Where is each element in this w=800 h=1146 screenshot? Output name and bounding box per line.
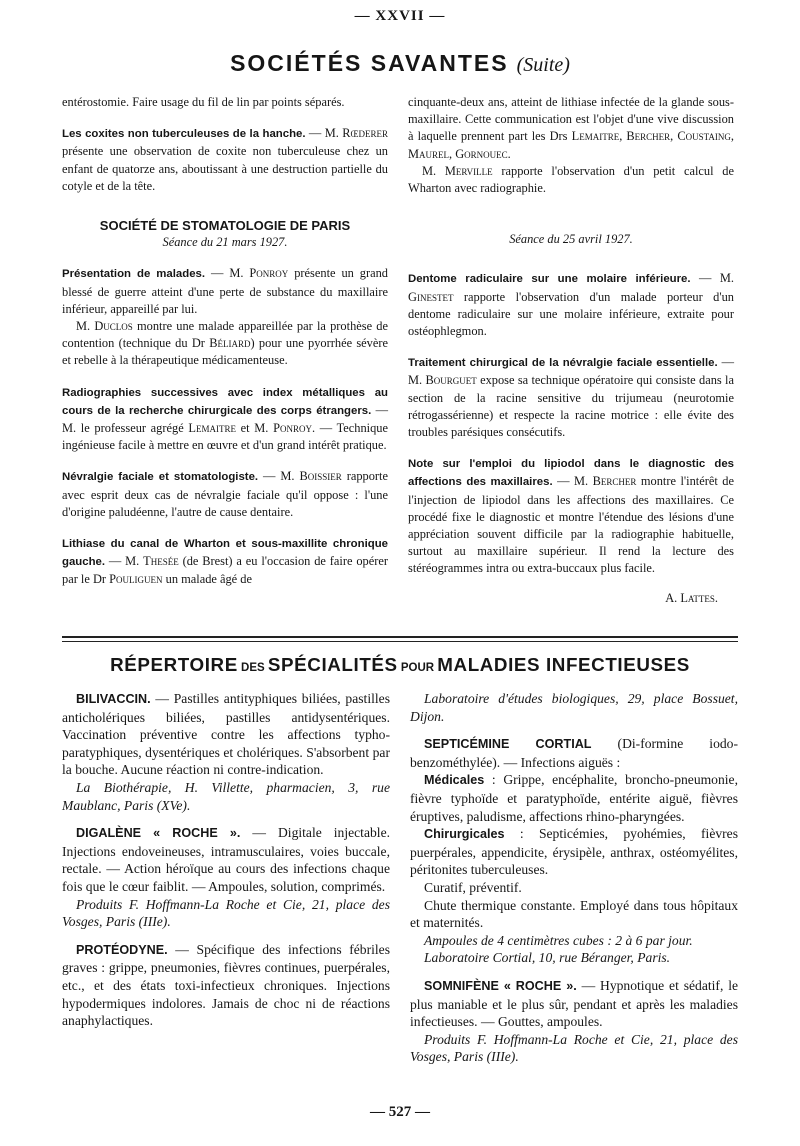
author-name: Lemaitre (188, 421, 236, 436)
author-name: Ginestet (408, 289, 454, 304)
proteodyne-entry: PROTÉODYNE. — Spécifique des infections fébriles graves : grippe, pneumonies, fièvres continues, puerpérales, etc., et des états toxi-infectieux chroniques. Injections hypodermiques indolores. Jamais de choc ni de réactions anaphylactiques. (62, 941, 390, 1029)
seance-date: Séance du 25 avril 1927. (509, 232, 633, 247)
author-name: Merville (444, 163, 493, 178)
product-name: SEPTICÉMINE CORTIAL (424, 737, 592, 752)
medicales-paragraph: Médicales : Grippe, encéphalite, broncho-pneumonie, fièvre typhoïde et paratyphoïde, entérite aiguë, fièvres éruptives, paludisme, affections rhino-pharyngées. (410, 772, 738, 824)
coxites-paragraph: Les coxites non tuberculeuses de la hanche. — M. Rœderer présente une observation de coxite non tuberculeuse chez un enfant de quatorze ans, aboutissant à une destruction partielle du cotyle et de la tête. (62, 126, 388, 193)
indication-label: Chirurgicales (424, 827, 505, 842)
chute-paragraph: Chute thermique constante. Employé dans tous hôpitaux et maternités. (410, 897, 738, 931)
section-title-suite: (Suite) (516, 54, 570, 76)
indication-label: Médicales (424, 773, 485, 788)
septicemine-entry: SEPTICÉMINE CORTIAL (Di-formine iodo-benzométhylée). — Infections aiguës : (410, 736, 738, 770)
lithiase-heading: Lithiase du canal de Wharton et sous-maxillite chronique gauche. (62, 538, 388, 569)
product-name: DIGALÈNE « ROCHE ». (76, 826, 241, 841)
somnifene-entry: SOMNIFÈNE « ROCHE ». — Hypnotique et sédatif, le plus maniable et le plus sûr, pendant et après les maladies infectieuses. — Gouttes, ampoules. (410, 977, 738, 1030)
product-name: SOMNIFÈNE « ROCHE ». (424, 978, 577, 993)
author-name: Bourguet (425, 373, 477, 388)
digalene-laboratory: Produits F. Hoffmann-La Roche et Cie, 21, place des Vosges, Paris (IIIe). (62, 896, 390, 930)
presentation-paragraph: Présentation de malades. — M. Ponroy présente un grand blessé de guerre atteint d'une perte de substance du maxillaire inférieur, appareillé par lui. (62, 266, 388, 316)
lithiase-paragraph: Lithiase du canal de Wharton et sous-maxillite chronique gauche. — M. Thesée (de Brest) a eu l'occasion de faire opérer par le Dr Pouliguen un malade âgé de (62, 538, 388, 587)
lipiodol-heading: Note sur l'emploi du lipiodol dans le diagnostic des affections des maxillaires. (408, 458, 734, 489)
product-name: BILIVACCIN. (76, 692, 151, 706)
repertoire-right-column (410, 690, 738, 1066)
author-names: Lemaitre, Bercher, Coustaing, Maurel, Gornouec (408, 129, 734, 161)
seance-date: Séance du 21 mars 1927. (162, 235, 288, 250)
lipiodol-paragraph: Note sur l'emploi du lipiodol dans le diagnostic des affections des maxillaires. — M. Bercher montre l'intérêt de l'injection de lipiodol dans les affections des maxillaires. Ce procédé fixe le diagnostic et montre l'étendue des lésions d'une appréciation souvent difficile par la radiographie habituelle, surtout au maxillaire supérieur. Il rend la lecture des stéréogrammes intra ou extra-buccaux plus facile. (408, 458, 734, 576)
nevralgie-paragraph: Névralgie faciale et stomatologiste. — M. Boissier rapporte avec esprit deux cas de névralgie faciale qu'il oppose : l'une d'origine paludéenne, l'autre de cause dentaire. (62, 469, 388, 519)
bilivaccin-entry: BILIVACCIN. — Pastilles antityphiques biliées, pastilles anticholériques biliées, pastilles antidysentériques. Vaccination préventive contre les affections typho-paratyphiques, dysentériques et cholériques. S'absorbent par la bouche. Aucune réaction ni contre-indication. (62, 691, 390, 778)
left-intro-paragraph: entérostomie. Faire usage du fil de lin par points séparés. (62, 95, 345, 109)
nevralgie-heading: Névralgie faciale et stomatologiste. (62, 471, 259, 484)
divider-rule (62, 636, 738, 638)
traitement-heading: Traitement chirurgical de la névralgie faciale essentielle. (408, 357, 718, 370)
author-name: Rœderer (342, 126, 388, 141)
digalene-entry: DIGALÈNE « ROCHE ». — Digitale injectable. Injections endoveineuses, intramusculaires, voies buccale, rectale. — Action héroïque au cours des infections chaque fois que le cœur faiblit. — Ampoules, solution, comprimés. (62, 825, 390, 894)
author-name: Ponroy (249, 266, 289, 281)
merville-paragraph: M. Merville rapporte l'observation d'un petit calcul de Wharton avec radiographie. (408, 163, 734, 196)
author-name: Ponroy (273, 421, 312, 436)
author-signature: A. Lattes. (665, 590, 718, 605)
chirurgicales-paragraph: Chirurgicales : Septicémies, pyohémies, fièvres puerpérales, appendicite, érysipèle, anthrax, ostéomyélites, péritonites tuberculeuses. (410, 826, 738, 878)
proteodyne-laboratory: Laboratoire d'études biologiques, 29, place Bossuet, Dijon. (410, 691, 738, 724)
author-name: Thesée (143, 554, 179, 569)
repertoire-left-column (62, 690, 390, 1030)
page-number: — 527 — (370, 1104, 430, 1120)
radiographies-paragraph: Radiographies successives avec index métalliques au cours de la recherche chirurgicale des corps étrangers. — M. le professeur agrégé Lemaitre et M. Ponroy. — Technique ingénieuse facile à mettre en œuvre et d'un grand intérêt pratique. (62, 386, 389, 453)
author-name: Pouliguen (109, 572, 163, 587)
section-title (0, 50, 800, 77)
dentome-heading: Dentome radiculaire sur une molaire inférieure. (408, 273, 691, 286)
author-name: Béliard (209, 336, 251, 351)
repertoire-title: RÉPERTOIRE DES SPÉCIALITÉS POUR MALADIES INFECTIEUSES (110, 654, 690, 675)
author-name: Duclos (94, 319, 133, 334)
presentation-heading: Présentation de malades. (62, 268, 206, 281)
radiographies-heading: Radiographies successives avec index métalliques au cours de la recherche chirurgicale des corps étrangers. (62, 386, 388, 417)
bilivaccin-laboratory: La Biothérapie, H. Villette, pharmacien, 3, rue Maublanc, Paris (XVe). (62, 779, 390, 813)
product-name: PROTÉODYNE. (76, 942, 168, 957)
traitement-paragraph: Traitement chirurgical de la névralgie faciale essentielle. — M. Bourguet expose sa technique opératoire qui consiste dans la section de la racine sensitive du trijumeau (neurotomie rétrogassérienne) et respecte la racine motrice : elle évite des troubles parésiques consécutifs. (408, 355, 734, 440)
divider-rule (62, 641, 738, 642)
lithiase-continued-paragraph: cinquante-deux ans, atteint de lithiase infectée de la glande sous-maxillaire. Cette communication est l'objet d'une vive discussion à laquelle prennent part les Drs Lemaitre, Bercher, Coustaing, Maurel, Gornouec. (408, 95, 734, 161)
coxites-heading: Les coxites non tuberculeuses de la hanche. (62, 128, 306, 141)
author-name: Bercher (592, 474, 637, 489)
ampoules-line: Ampoules de 4 centimètres cubes : 2 à 6 par jour. (424, 932, 693, 948)
right-column (408, 94, 734, 607)
roman-page-header: — XXVII — (354, 8, 446, 24)
curatif-line: Curatif, préventif. (424, 879, 522, 895)
septicemine-laboratory: Laboratoire Cortial, 10, rue Béranger, Paris. (424, 950, 671, 966)
left-column (62, 94, 388, 589)
author-name: Boissier (299, 469, 342, 484)
duclos-paragraph: M. Duclos montre une malade appareillée par la prothèse de contention (technique du Dr Béliard) pour une pyorrhée sévère et rebelle à la thérapeutique médicamenteuse. (62, 319, 389, 368)
somnifene-laboratory: Produits F. Hoffmann-La Roche et Cie, 21, place des Vosges, Paris (IIIe). (410, 1031, 738, 1065)
society-heading: SOCIÉTÉ DE STOMATOLOGIE DE PARIS (99, 218, 351, 234)
dentome-paragraph: Dentome radiculaire sur une molaire inférieure. — M. Ginestet rapporte l'observation d'un malade porteur d'un dentome radiculaire sur une molaire inférieure, extraite pour ostéophlegmon. (408, 271, 734, 339)
section-title-text: SOCIÉTÉS SAVANTES (230, 50, 509, 76)
